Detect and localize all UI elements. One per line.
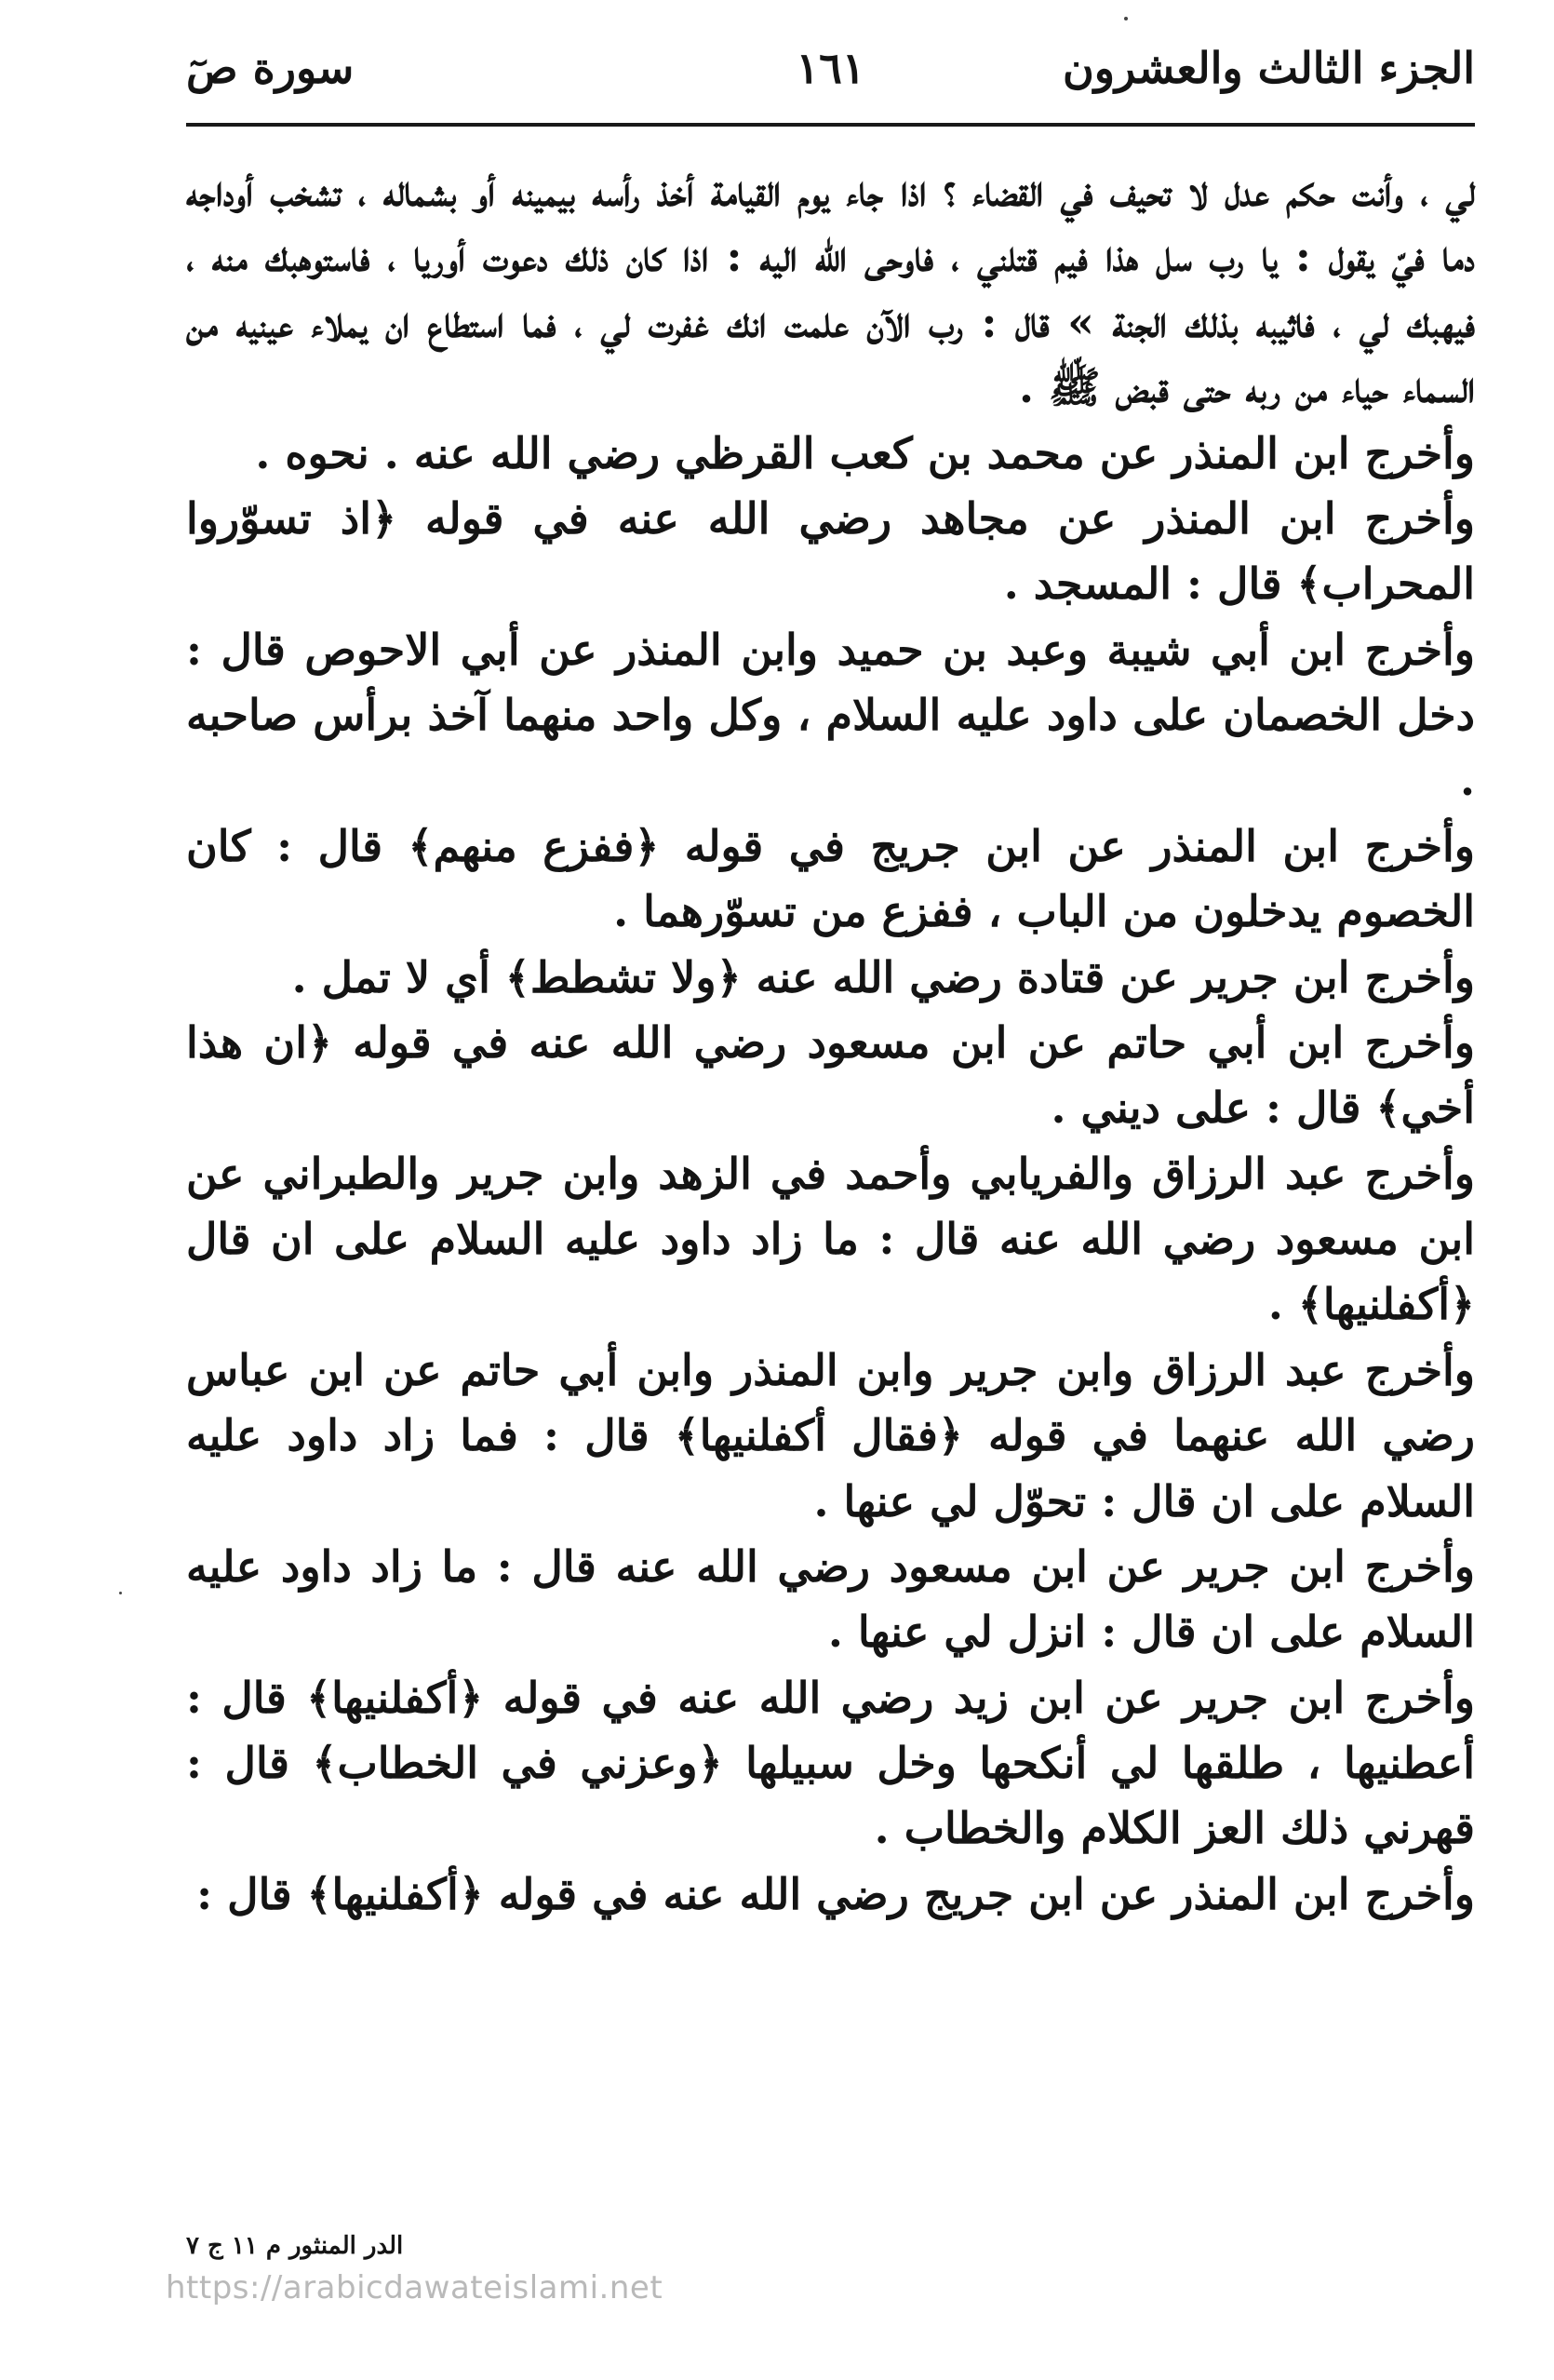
paragraph-10: وأخرج ابن جرير عن ابن مسعود رضي الله عنه قال : ما زاد داود عليه السلام على ان قال : انزل لي عنها . [186, 1540, 1475, 1658]
scan-speck [119, 1592, 122, 1594]
header-rule [186, 123, 1475, 127]
surah-title: سورة صٓ [186, 43, 355, 93]
paragraph-11: وأخرج ابن جرير عن ابن زيد رضي الله عنه في قوله ﴿أكفلنيها﴾ قال : أعطنيها ، طلقها لي أنكحها وخل سبيلها ﴿وعزني في الخطاب﴾ قال : قهرني ذلك العز الكلام والخطاب . [186, 1672, 1475, 1854]
paragraph-5: وأخرج ابن المنذر عن ابن جريج في قوله ﴿ففزع منهم﴾ قال : كان الخصوم يدخلون من الباب ، ففزع من تسوّرهما . [186, 820, 1475, 937]
juz-title: الجزء الثالث والعشرون [1062, 43, 1475, 93]
paragraph-3: وأخرج ابن المنذر عن مجاهد رضي الله عنه في قوله ﴿اذ تسوّروا المحراب﴾ قال : المسجد . [186, 492, 1475, 610]
scan-speck [1124, 17, 1128, 20]
paragraph-2: وأخرج ابن المنذر عن محمد بن كعب القرظي رضي الله عنه . نحوه . [255, 427, 1475, 478]
page-header [186, 34, 1475, 117]
paragraph-7: وأخرج ابن أبي حاتم عن ابن مسعود رضي الله عنه في قوله ﴿ان هذا أخي﴾ قال : على ديني . [186, 1016, 1475, 1134]
paragraph-12: وأخرج ابن المنذر عن ابن جريج رضي الله عنه في قوله ﴿أكفلنيها﴾ قال : [196, 1868, 1475, 1919]
paragraph-4: وأخرج ابن أبي شيبة وعبد بن حميد وابن المنذر عن أبي الاحوص قال : دخل الخصمان على داود عليه السلام ، وكل واحد منهما آخذ برأس صاحبه . [186, 624, 1475, 806]
footer-signature: الدر المنثور م ١١ ج ٧ [186, 2232, 404, 2260]
paragraph-6: وأخرج ابن جرير عن قتادة رضي الله عنه ﴿ولا تشطط﴾ أي لا تمل . [291, 951, 1475, 1002]
paragraph-9: وأخرج عبد الرزاق وابن جرير وابن المنذر وابن أبي حاتم عن ابن عباس رضي الله عنهما في قوله ﴿فقال أكفلنيها﴾ قال : فما زاد داود عليه السلام على ان قال : تحوّل لي عنها . [186, 1344, 1475, 1526]
watermark-url: https://arabicdawateislami.net [166, 2269, 663, 2306]
page-number: ١٦١ [796, 43, 865, 93]
page-body [186, 158, 1475, 1927]
paragraph-1: لي ، وأنت حكم عدل لا تحيف في القضاء ؟ اذا جاء يوم القيامة أخذ رأسه بيمينه أو بشماله ، تشخب أوداجه دما فيّ يقول : يا رب سل هذا فيم قتلني ، فاوحى الله اليه : اذا كان ذلك دعوت أوريا ، فاستوهبك منه ، فيهبك لي ، فاثيبه بذلك الجنة » قال : رب الآن علمت انك غفرت لي ، فما استطاع ان يملاء عينيه من السماء حياء من ربه حتى قبض ﷺ . [186, 166, 1475, 413]
paragraph-8: وأخرج عبد الرزاق والفريابي وأحمد في الزهد وابن جرير والطبراني عن ابن مسعود رضي الله عنه قال : ما زاد داود عليه السلام على ان قال ﴿أكفلنيها﴾ . [186, 1148, 1475, 1330]
